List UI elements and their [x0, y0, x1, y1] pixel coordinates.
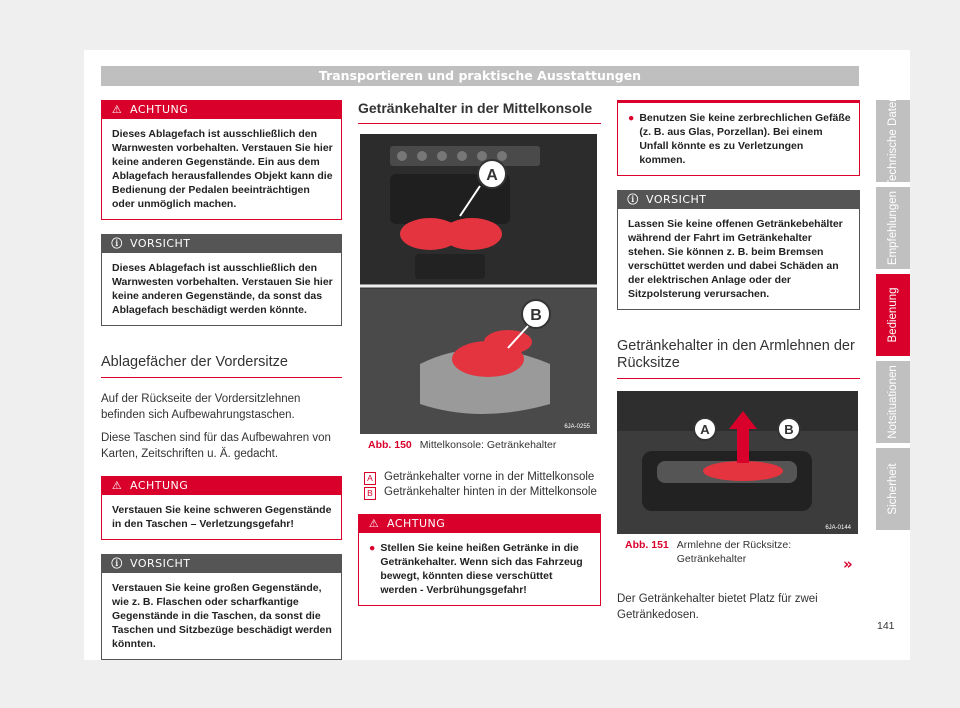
armrest-photo [617, 391, 858, 534]
caution-box: ⓘ VORSICHT Dieses Ablagefach ist ausschließlich den Warnwesten vorbehalten. Verstauen Sie hier keine anderen Gegenstände, da sonst das Ablagefach beschädigt werden könnte. [101, 234, 342, 326]
caution-box: ⓘ VORSICHT Lassen Sie keine offenen Getränkebehälter während der Fahrt im Getränkehalter stehen. Sie können z. B. beim Bremsen verschüttet werden und dabei Schäden an der elektrischen Anlage oder der Sitzpolsterung verursachen. [617, 190, 860, 310]
figure-caption: Abb. 151 Armlehne der Rücksitze: Getränkehalter [625, 539, 792, 565]
console-photo [360, 134, 597, 434]
column-2 [358, 100, 601, 620]
warning-box: ⚠ ACHTUNG ● Stellen Sie keine heißen Getränke in die Getränkehalter. Wenn sich das Fahrzeug bewegt, könnten diese verschüttet werden - Verbrühungsgefahr! [358, 514, 601, 606]
continue-arrow-icon: » [843, 555, 853, 573]
caution-circle-icon: ⓘ [111, 237, 123, 250]
callout-b: B [530, 307, 542, 324]
caution-circle-icon: ⓘ [627, 193, 639, 206]
caution-circle-icon: ⓘ [111, 557, 123, 570]
tab-empfehlungen[interactable]: Empfehlungen [876, 187, 910, 269]
caution-box: ⓘ VORSICHT Verstauen Sie keine großen Gegenstände, wie z. B. Flaschen oder scharfkantige Gegenstände in die Taschen, da sonst die Taschen und Sitzbezüge beschädigt werden könnten. [101, 554, 342, 660]
warning-text: Verstauen Sie keine schweren Gegenstände in den Taschen – Verletzungsgefahr! [112, 504, 332, 530]
tab-bedienung[interactable]: Bedienung [876, 274, 910, 356]
legend-item: B Getränkehalter hinten in der Mittelkonsole [364, 485, 601, 500]
paragraph: Diese Taschen sind für das Aufbewahren von Karten, Zeitschriften u. Ä. gedacht. [101, 432, 331, 460]
caution-text: Dieses Ablagefach ist ausschließlich den Warnwesten vorbehalten. Verstauen Sie hier keine anderen Gegenstände, da sonst das Ablagefach beschädigt werden könnte. [112, 262, 333, 316]
warning-text: ● Benutzen Sie keine zerbrechlichen Gefäße (z. B. aus Glas, Porzellan). Bei einem Unfall könnte es zu Verletzungen kommen. [628, 112, 851, 166]
caution-text: Verstauen Sie keine großen Gegenstände, wie z. B. Flaschen oder scharfkantige Gegenstände in die Taschen, da sonst die Taschen und Sitzbezüge beschädigt werden könnten. [112, 582, 332, 650]
section-title: Getränkehalter in der Mittelkonsole [358, 100, 601, 124]
callout-b: B [784, 422, 794, 437]
warning-text: ● Stellen Sie keine heißen Getränke in die Getränkehalter. Wenn sich das Fahrzeug bewegt, könnten diese verschüttet werden - Verbrühungsgefahr! [369, 542, 583, 596]
caution-text: Lassen Sie keine offenen Getränkebehälter während der Fahrt im Getränkehalter stehen. Sie können z. B. beim Bremsen verschüttet werden und dabei Schäden an der elektrischen Anlage oder der Sitzpolsterung verursachen. [628, 218, 843, 300]
page-header: Transportieren und praktische Ausstattungen [101, 66, 859, 86]
tab-technische-daten[interactable]: Technische Daten [876, 100, 910, 182]
legend [364, 470, 601, 500]
warning-box: ⚠ ACHTUNG Verstauen Sie keine schweren Gegenstände in den Taschen – Verletzungsgefahr! [101, 476, 342, 540]
callout-a: A [486, 167, 498, 184]
armrest-illustration [617, 391, 858, 534]
warning-triangle-icon: ⚠ [111, 479, 123, 492]
column-1 [101, 100, 342, 674]
tab-notsituationen[interactable]: Notsituationen [876, 361, 910, 443]
paragraph: Auf der Rückseite der Vordersitzlehnen befinden sich Aufbewahrungstaschen. [101, 393, 301, 421]
figure-caption: Abb. 150 Mittelkonsole: Getränkehalter [368, 439, 557, 451]
legend-item: A Getränkehalter vorne in der Mittelkonsole [364, 470, 601, 485]
warning-text: Dieses Ablagefach ist ausschließlich den Warnwesten vorbehalten. Verstauen Sie hier keine anderen Gegenstände. Ein aus dem Ablagefach herausfallendes Objekt kann die Bedienung der Pedalen beeinträchtigen oder unmöglich machen. [112, 128, 333, 210]
callout-a: A [700, 422, 710, 437]
warning-triangle-icon: ⚠ [111, 103, 123, 116]
tab-sicherheit[interactable]: Sicherheit [876, 448, 910, 530]
paragraph: Der Getränkehalter bietet Platz für zwei Getränkedosen. [617, 593, 818, 621]
warning-box: ⚠ ACHTUNG Dieses Ablagefach ist ausschließlich den Warnwesten vorbehalten. Verstauen Sie hier keine anderen Gegenstände. Ein aus dem Ablagefach herausfallendes Objekt kann die Bedienung der Pedalen beeinträchtigen oder unmöglich machen. [101, 100, 342, 220]
column-3 [617, 100, 860, 631]
chapter-tabs [876, 95, 910, 535]
page-number: 141 [877, 620, 895, 632]
section-title: Ablagefächer der Vordersitze [101, 348, 342, 378]
figure-code: 6JA-0255 [564, 424, 590, 430]
warning-box-continued [617, 100, 860, 176]
console-illustration [360, 134, 597, 434]
figure-code: 6JA-0144 [825, 525, 851, 531]
section-title: Getränkehalter in den Armlehnen der Rücksitze [617, 332, 860, 379]
warning-triangle-icon: ⚠ [368, 517, 380, 530]
